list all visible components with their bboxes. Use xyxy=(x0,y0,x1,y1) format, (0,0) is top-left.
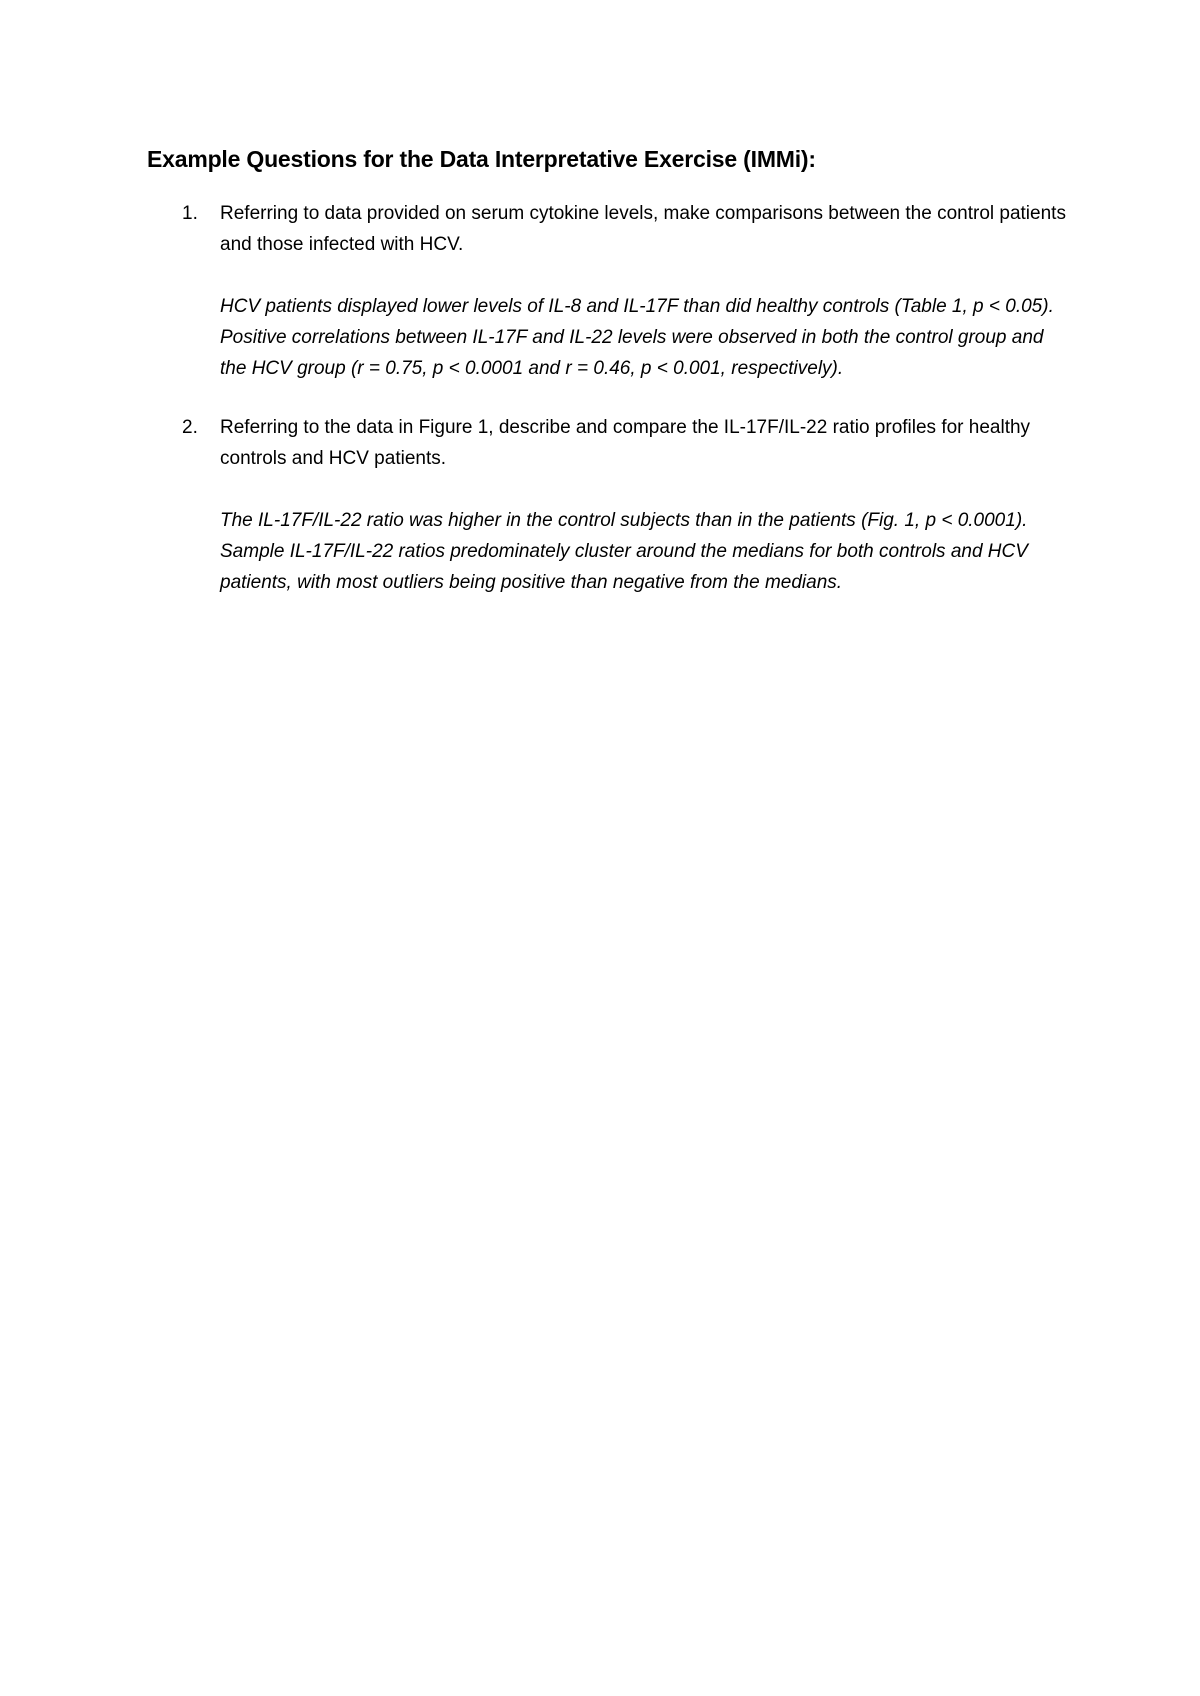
question-number: 1. xyxy=(182,203,198,224)
answer-text: The IL-17F/IL-22 ratio was higher in the control subjects than in the patients (Fig. 1, p < 0.0001). Sample IL-17F/IL-22 ratios predominately cluster around the medians for both controls and HCV patients, with most outliers being positive than negative from the medians. xyxy=(220,510,1028,593)
question-item-1 xyxy=(147,198,1067,384)
answer-text: HCV patients displayed lower levels of IL-8 and IL-17F than did healthy controls (Table 1, p < 0.05). Positive correlations between IL-17F and IL-22 levels were observed in both the control group and the HCV group (r = 0.75, p < 0.0001 and r = 0.46, p < 0.001, respectively). xyxy=(220,296,1054,379)
question-text: Referring to the data in Figure 1, describe and compare the IL-17F/IL-22 ratio profiles for healthy controls and HCV patients. xyxy=(220,417,1031,469)
question-item-2 xyxy=(147,412,1067,598)
question-number: 2. xyxy=(182,417,198,438)
document-content xyxy=(147,142,1067,626)
document-title: Example Questions for the Data Interpretative Exercise (IMMi): xyxy=(147,146,816,172)
question-text: Referring to data provided on serum cytokine levels, make comparisons between the control patients and those infected with HCV. xyxy=(220,203,1066,255)
question-list xyxy=(147,198,1067,598)
